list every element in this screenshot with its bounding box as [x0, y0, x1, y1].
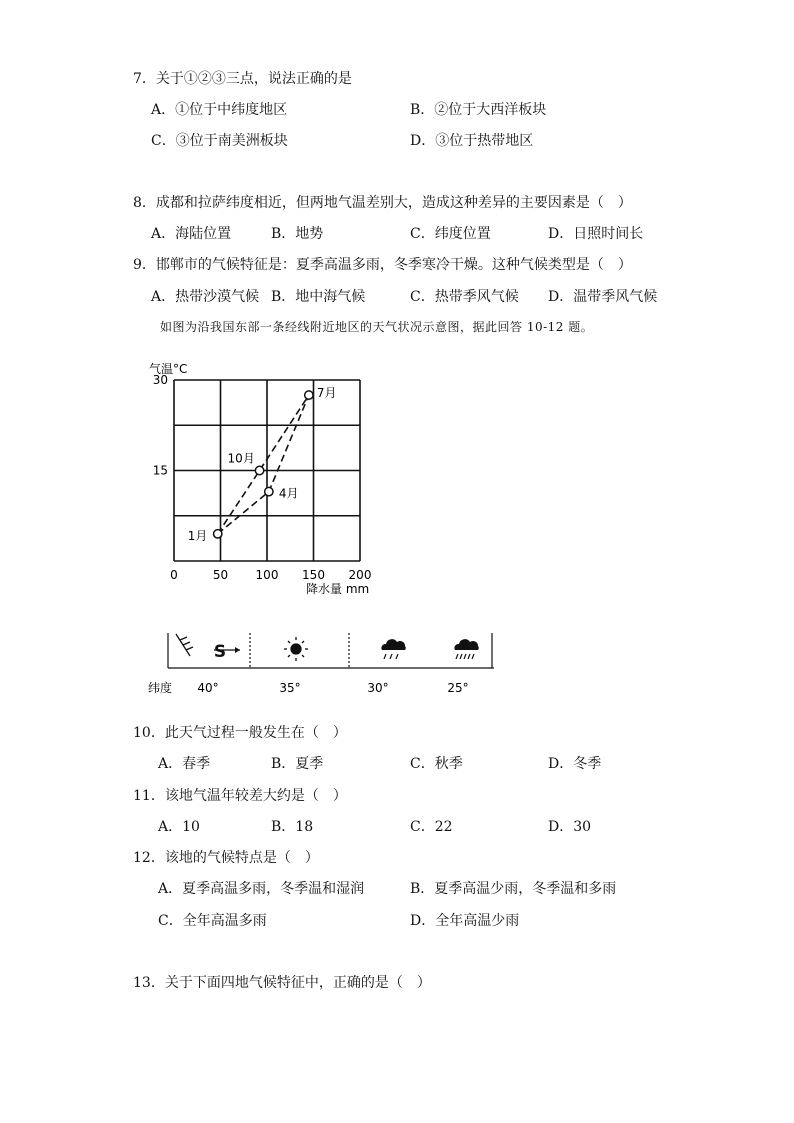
q11-option-a[interactable]: A．10	[158, 819, 200, 835]
chart-ylabel: 气温°C	[149, 362, 188, 376]
x-tick-label: 200	[348, 568, 372, 582]
question-8-stem: 8．成都和拉萨纬度相近，但两地气温差别大，造成这种差异的主要因素是（ ）	[133, 195, 632, 211]
question-7-stem: 7．关于①②③三点，说法正确的是	[133, 71, 352, 87]
q9-option-d[interactable]: D．温带季风气候	[548, 289, 658, 305]
sun-icon	[284, 637, 308, 661]
q10-option-a[interactable]: A．春季	[158, 756, 211, 772]
q10-option-c[interactable]: C．秋季	[410, 756, 463, 772]
point-label: 4月	[278, 486, 299, 501]
question-11-stem: 11．该地气温年较差大约是（ ）	[133, 788, 347, 804]
latitude-tick-35: 35°	[279, 681, 301, 695]
q12-option-b[interactable]: B．夏季高温少雨，冬季温和多雨	[410, 881, 617, 897]
q8-option-c[interactable]: C．纬度位置	[410, 226, 491, 242]
point-label: 1月	[187, 528, 208, 543]
data-point	[305, 391, 313, 399]
q12-option-d[interactable]: D．全年高温少雨	[410, 913, 520, 929]
q8-option-a[interactable]: A．海陆位置	[151, 226, 232, 242]
svg-text:S: S	[213, 642, 227, 662]
wind-barb-icon	[176, 634, 193, 656]
x-tick-label: 100	[255, 568, 279, 582]
climate-chart	[140, 355, 440, 605]
q7-option-a[interactable]: A．①位于中纬度地区	[151, 102, 288, 118]
rain-cloud-icon	[381, 639, 405, 659]
data-point	[214, 530, 222, 538]
q10-option-b[interactable]: B．夏季	[271, 756, 324, 772]
q7-option-c[interactable]: C．③位于南美洲板块	[151, 133, 288, 149]
data-point	[255, 466, 263, 474]
q11-option-d[interactable]: D．30	[548, 819, 592, 835]
question-9-stem: 9．邯郸市的气候特征是：夏季高温多雨，冬季寒冷干燥。这种气候类型是（ ）	[133, 257, 632, 273]
question-13-stem: 13．关于下面四地气候特征中，正确的是（ ）	[133, 975, 431, 991]
q9-option-b[interactable]: B．地中海气候	[271, 289, 366, 305]
point-label: 7月	[316, 386, 337, 401]
x-tick-label: 50	[212, 568, 229, 582]
q7-option-b[interactable]: B．②位于大西洋板块	[410, 102, 547, 118]
q9-option-c[interactable]: C．热带季风气候	[410, 289, 519, 305]
data-point	[265, 487, 273, 495]
latitude-tick-40: 40°	[197, 681, 219, 695]
chart-ticks	[153, 373, 372, 582]
q11-option-b[interactable]: B．18	[271, 819, 314, 835]
q9-option-a[interactable]: A．热带沙漠气候	[151, 289, 260, 305]
q8-option-b[interactable]: B．地势	[271, 226, 324, 242]
weather-strip	[140, 628, 520, 698]
chart-xlabel: 降水量 mm	[306, 582, 370, 596]
x-tick-label: 150	[302, 568, 325, 582]
q10-option-d[interactable]: D．冬季	[548, 756, 602, 772]
y-tick-label: 15	[152, 463, 168, 478]
x-tick-label: 0	[170, 568, 178, 582]
q12-option-c[interactable]: C．全年高温多雨	[158, 913, 267, 929]
question-12-stem: 12．该地的气候特点是（ ）	[133, 850, 319, 866]
point-label: 10月	[227, 451, 255, 466]
q7-option-d[interactable]: D．③位于热带地区	[410, 133, 534, 149]
figure-intro-text: 如图为沿我国东部一条经线附近地区的天气状况示意图，据此回答 10-12 题。	[160, 320, 594, 334]
latitude-tick-25: 25°	[447, 681, 469, 695]
latitude-tick-30: 30°	[367, 681, 389, 695]
q8-option-d[interactable]: D．日照时间长	[548, 226, 644, 242]
q11-option-c[interactable]: C．22	[410, 819, 453, 835]
latitude-axis-label: 纬度	[148, 681, 173, 695]
sandstorm-icon	[214, 642, 240, 662]
q12-option-a[interactable]: A．夏季高温多雨，冬季温和湿润	[158, 881, 365, 897]
question-10-stem: 10．此天气过程一般发生在（ ）	[133, 725, 347, 741]
heavy-rain-cloud-icon	[454, 639, 478, 659]
y-tick-label: 30	[152, 373, 168, 387]
